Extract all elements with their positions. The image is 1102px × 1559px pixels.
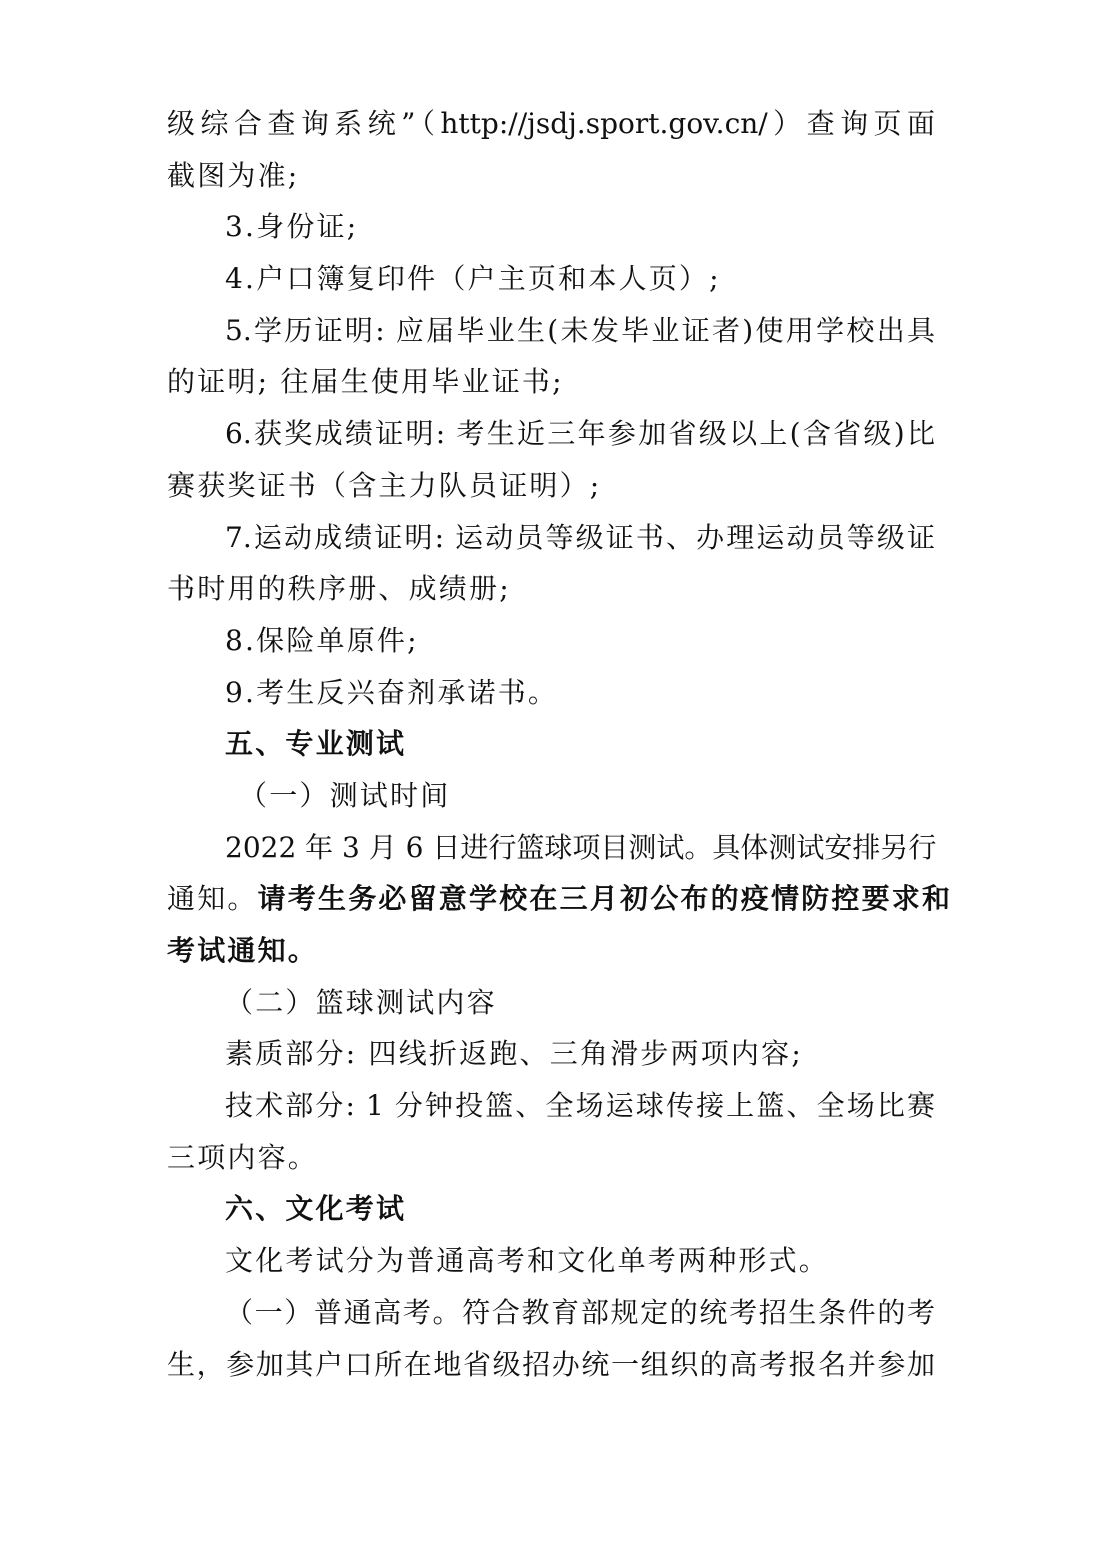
paragraph-line: 截图为准; (167, 158, 300, 192)
list-item-7-cont: 书时用的秩序册、成绩册; (167, 572, 511, 606)
list-item-7: 7.运动成绩证明: 运动员等级证书、办理运动员等级证 (225, 520, 935, 554)
emphasis-text: 请考生务必留意学校在三月初公布的疫情防控要求和 (257, 882, 953, 916)
list-item-9: 9.考生反兴奋剂承诺书。 (225, 675, 559, 709)
list-item-6-cont: 赛获奖证书（含主力队员证明）; (167, 468, 602, 502)
document-page (167, 98, 953, 1390)
subsection-heading-content: （二）篮球测试内容 (225, 985, 497, 1019)
paragraph-line: 级综合查询系统”（http://jsdj.sport.gov.cn/）查询页面 (167, 107, 935, 140)
section-heading-6: 六、文化考试 (225, 1192, 407, 1226)
paragraph-line: 文化考试分为普通高考和文化单考两种形式。 (225, 1244, 830, 1278)
paragraph-line: 生，参加其户口所在地省级招办统一组织的高考报名并参加 (167, 1347, 935, 1381)
paragraph-line: 技术部分: 1 分钟投篮、全场运球传接上篮、全场比赛 (225, 1089, 935, 1123)
emphasis-text-cont: 考试通知。 (167, 934, 319, 967)
paragraph-line-mixed (167, 873, 953, 925)
paragraph-line: 三项内容。 (167, 1140, 319, 1174)
notice-text: 通知。 (167, 882, 258, 916)
list-item-8: 8.保险单原件; (225, 623, 419, 657)
list-item-4: 4.户口簿复印件（户主页和本人页）; (225, 262, 721, 296)
paragraph-line: 2022 年 3 月 6 日进行篮球项目测试。具体测试安排另行 (225, 830, 937, 864)
list-item-5-cont: 的证明; 往届生使用毕业证书; (167, 365, 564, 399)
list-item-3: 3.身份证; (225, 210, 359, 244)
list-item-5: 5.学历证明: 应届毕业生(未发毕业证者)使用学校出具 (225, 313, 935, 347)
section-heading-5: 五、专业测试 (225, 727, 407, 761)
paragraph-line: （一）普通高考。符合教育部规定的统考招生条件的考 (225, 1295, 935, 1329)
list-item-6: 6.获奖成绩证明: 考生近三年参加省级以上(含省级)比 (225, 417, 935, 451)
subsection-heading-test-time: （一）测试时间 (239, 778, 451, 812)
paragraph-line: 素质部分: 四线折返跑、三角滑步两项内容; (225, 1037, 803, 1071)
